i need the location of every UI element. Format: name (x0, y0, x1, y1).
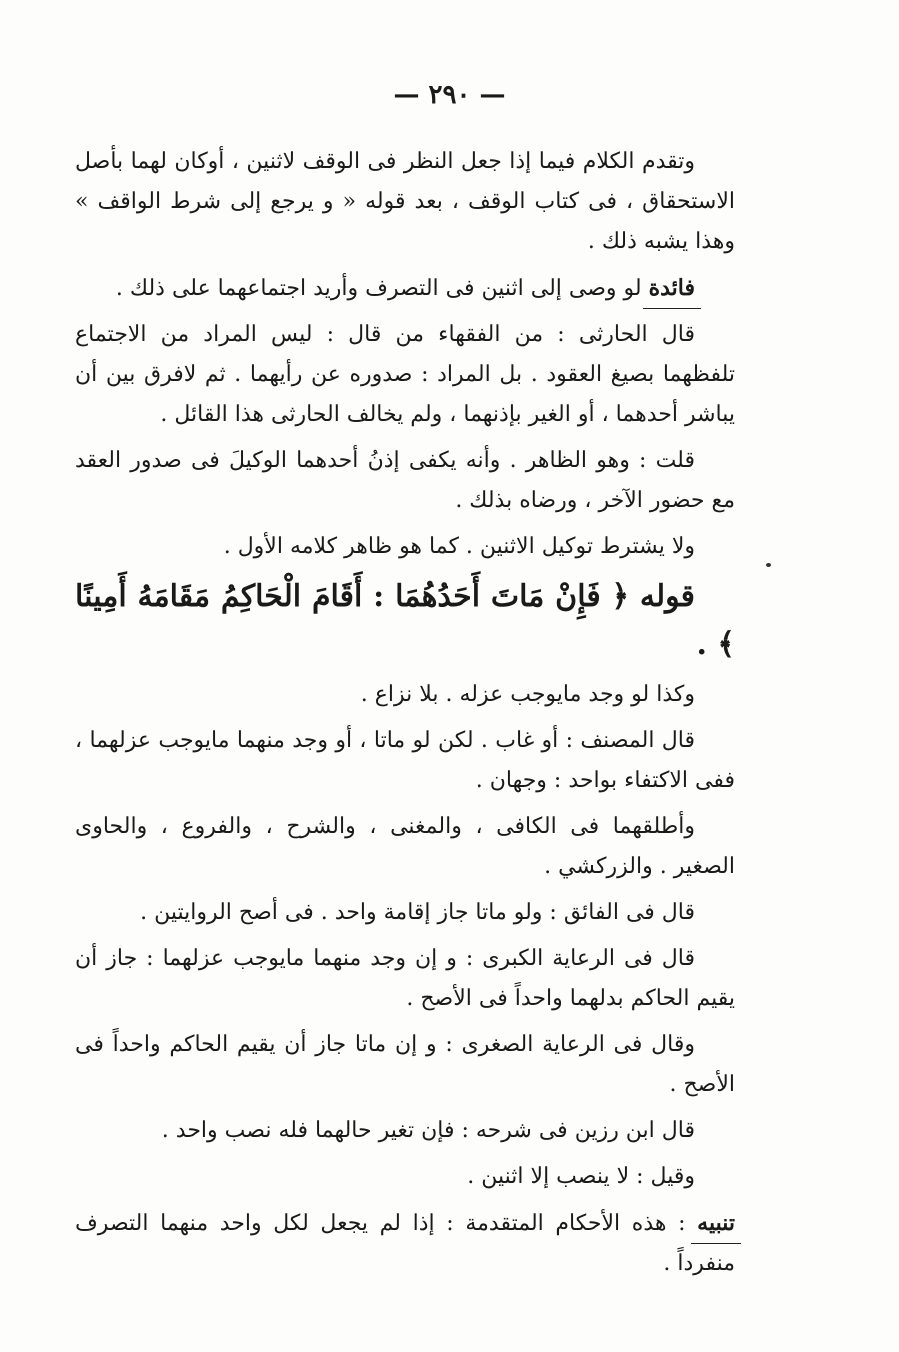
paragraph-3-text: قال الحارثى : من الفقهاء من قال : ليس المراد من الاجتماع تلفظهما بصيغ العقود . بل المراد : صدوره عن رأيهما . ثم لافرق بين أن يباشر أحدهما ، أو الغير بإذنهما ، ولم يخالف الحارثى هذا القائل . (75, 322, 735, 427)
paragraph-4-text: قلت : وهو الظاهر . وأنه يكفى إذنُ أحدهما الوكيلَ فى صدور العقد مع حضور الآخر ، ورضاه بذلك . (75, 448, 735, 513)
paragraph-13 (75, 1111, 735, 1151)
paragraph-1-text: وتقدم الكلام فيما إذا جعل النظر فى الوقف لاثنين ، أوكان لهما بأصل الاستحقاق ، فى كتاب الوقف ، بعد قوله « و يرجع إلى شرط الواقف » وهذا يشبه ذلك . (75, 149, 735, 254)
paragraph-9 (75, 807, 735, 887)
paragraph-14 (75, 1157, 735, 1197)
term-tanbih: تنبيه (697, 1210, 735, 1236)
paragraph-11-text: قال فى الرعاية الكبرى : و إن وجد منهما مايوجب عزلهما : جاز أن يقيم الحاكم بدلهما واحداً فى الأصح . (75, 946, 735, 1011)
term-faida: فائدة (648, 275, 695, 301)
paragraph-8 (75, 721, 735, 801)
page-number: — ٢٩٠ — (393, 80, 506, 110)
paragraph-5 (75, 527, 735, 567)
paragraph-14-text: وقيل : لا ينصب إلا اثنين . (467, 1164, 695, 1189)
paragraph-12-text: وقال فى الرعاية الصغرى : و إن ماتا جاز أن يقيم الحاكم واحداً فى الأصح . (75, 1032, 735, 1097)
paragraph-4 (75, 441, 735, 521)
paragraph-7 (75, 675, 735, 715)
paragraph-10-text: قال فى الفائق : ولو ماتا جاز إقامة واحد . فى أصح الروايتين . (140, 900, 695, 925)
paragraph-10 (75, 893, 735, 933)
paragraph-11 (75, 939, 735, 1019)
paragraph-15-text: : هذه الأحكام المتقدمة : إذا لم يجعل لكل واحد منهما التصرف منفرداً . (75, 1211, 735, 1276)
paragraph-8-text: قال المصنف : أو غاب . لكن لو ماتا ، أو وجد منهما مايوجب عزلهما ، ففى الاكتفاء بواحد : وجهان . (75, 728, 735, 793)
verse-text: قوله ﴿ فَإِنْ مَاتَ أَحَدُهُمَا : أَقَامَ الْحَاكِمُ مَقَامَهُ أَمِينًا ﴾ . (75, 579, 735, 662)
paragraph-15 (75, 1203, 735, 1284)
quoted-verse (75, 573, 735, 669)
paragraph-3 (75, 315, 735, 435)
paragraph-7-text: وكذا لو وجد مايوجب عزله . بلا نزاع . (360, 682, 695, 707)
paragraph-2-text: لو وصى إلى اثنين فى التصرف وأريد اجتماعهما على ذلك . (115, 276, 649, 301)
paragraph-1 (75, 142, 735, 262)
paragraph-13-text: قال ابن رزين فى شرحه : فإن تغير حالهما فله نصب واحد . (161, 1118, 695, 1143)
paragraph-9-text: وأطلقهما فى الكافى ، والمغنى ، والشرح ، والفروع ، والحاوى الصغير . والزركشي . (75, 814, 735, 879)
ink-speck (766, 563, 771, 567)
paragraph-12 (75, 1025, 735, 1105)
paragraph-2 (75, 268, 735, 309)
body-text (75, 142, 735, 1290)
paragraph-5-text: ولا يشترط توكيل الاثنين . كما هو ظاهر كلامه الأول . (223, 534, 695, 559)
